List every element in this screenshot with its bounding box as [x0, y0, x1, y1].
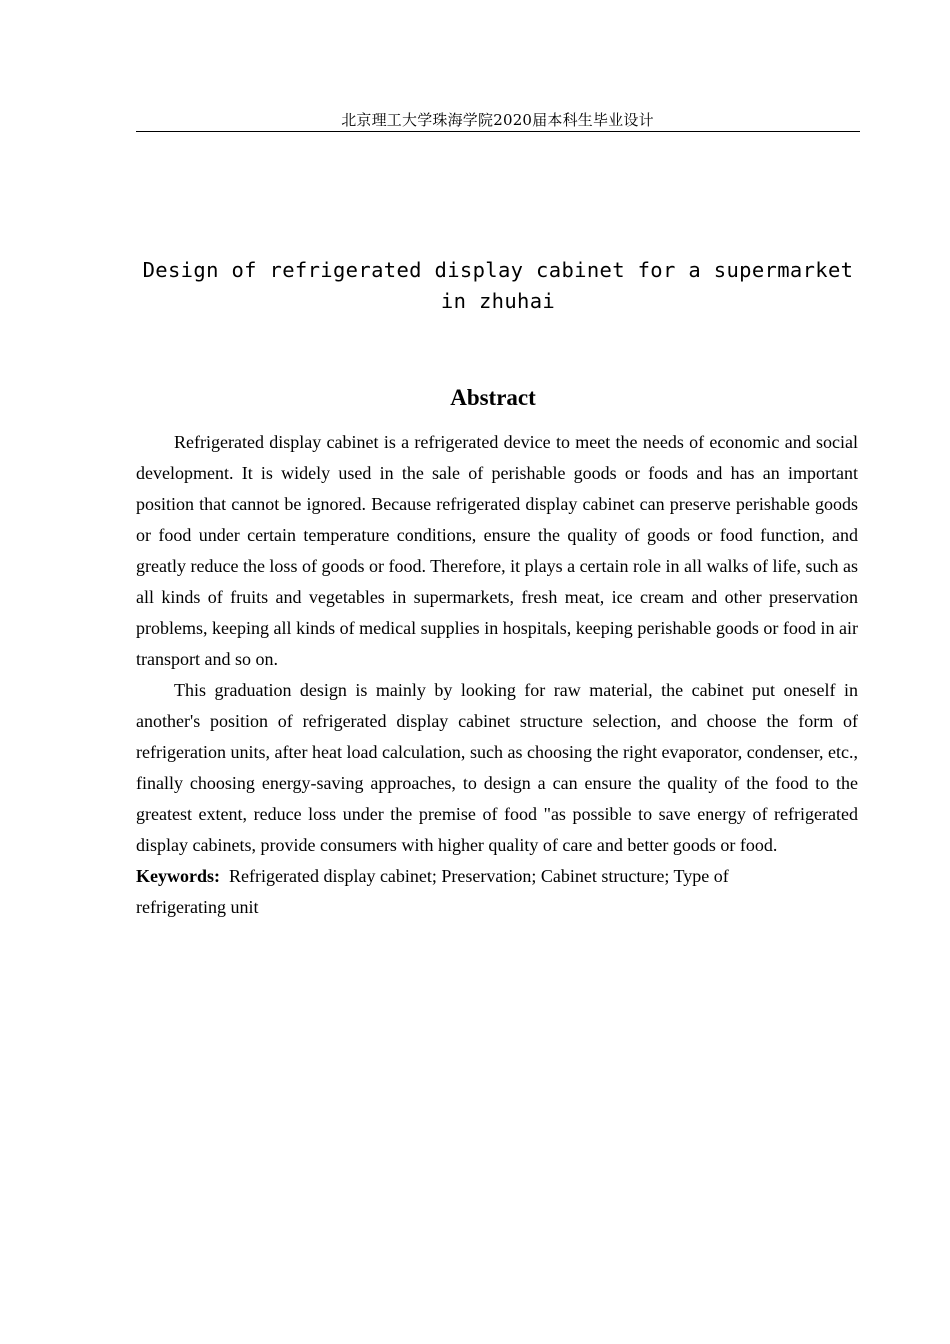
- abstract-heading: Abstract: [450, 385, 536, 410]
- keywords-text: Refrigerated display cabinet; Preservation; Cabinet structure; Type of refrigerating unit: [136, 866, 729, 917]
- header-rule: [136, 131, 860, 132]
- abstract-body: [136, 427, 858, 923]
- running-header: 北京理工大学珠海学院2020届本科生毕业设计: [341, 111, 654, 129]
- keywords-label: Keywords:: [136, 866, 220, 886]
- document-title: Design of refrigerated display cabinet for a supermarket in zhuhai: [142, 258, 854, 313]
- keywords-line: [136, 861, 858, 923]
- abstract-paragraph-1: Refrigerated display cabinet is a refrigerated device to meet the needs of economic and social development. It is widely used in the sale of perishable goods or foods and has an important position that cannot be ignored. Because refrigerated display cabinet can preserve perishable goods or food under certain temperature conditions, ensure the quality of goods or food function, and greatly reduce the loss of goods or food. Therefore, it plays a certain role in all walks of life, such as all kinds of fruits and vegetables in supermarkets, fresh meat, ice cream and other preservation problems, keeping all kinds of medical supplies in hospitals, keeping perishable goods or food in air transport and so on.: [136, 432, 858, 669]
- abstract-paragraph-2: This graduation design is mainly by looking for raw material, the cabinet put oneself in another's position of refrigerated display cabinet structure selection, and choose the form of refrigeration units, after heat load calculation, such as choosing the right evaporator, condenser, etc., finally choosing energy-saving approaches, to design a can ensure the quality of the food to the greatest extent, reduce loss under the premise of food "as possible to save energy of refrigerated display cabinets, provide consumers with higher quality of care and better goods or food.: [136, 680, 858, 855]
